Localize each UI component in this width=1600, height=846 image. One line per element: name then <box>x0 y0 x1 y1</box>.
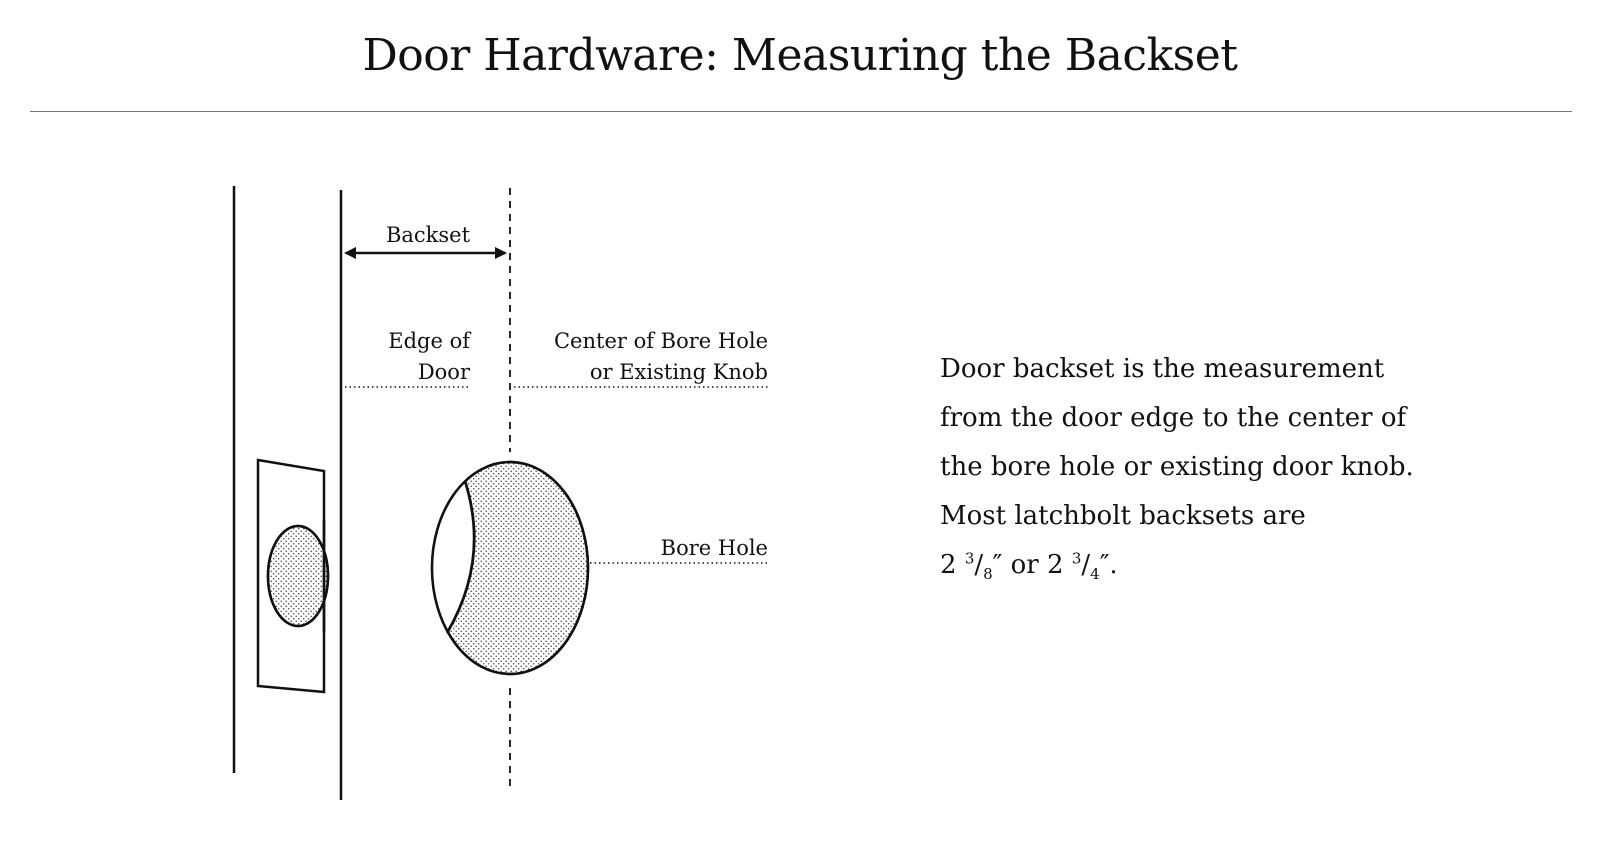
size-a-unit: ″ <box>992 550 1003 580</box>
description-end: . <box>1109 550 1118 580</box>
size-a-denominator: 8 <box>983 565 993 584</box>
backset-label: Backset <box>385 223 471 247</box>
size-a-numerator: 3 <box>964 549 975 568</box>
description-text: Door backset is the measurement from the door edge to the center of the bore hole or existing door knob. Most latchbolt backsets are <box>940 354 1414 531</box>
description-paragraph <box>940 345 1420 590</box>
backset-size-a: 2 $^3/_8''$ <box>940 549 1003 584</box>
edge-label-line2: Door <box>417 360 470 384</box>
center-label-line2: or Existing Knob <box>589 360 768 384</box>
edge-label-line1: Edge of <box>388 329 470 353</box>
size-b-numerator: 3 <box>1071 549 1082 568</box>
center-label-line1: Center of Bore Hole <box>553 329 768 353</box>
size-b-whole: 2 <box>1047 550 1064 580</box>
size-b-unit: ″ <box>1099 550 1110 580</box>
description-connector: or <box>1010 550 1039 580</box>
page-title: Door Hardware: Measuring the Backset <box>362 30 1238 81</box>
size-b-denominator: 4 <box>1090 565 1100 584</box>
backset-size-b: 2 $^3/_4''$ <box>1047 549 1110 584</box>
bore-hole-label: Bore Hole <box>660 536 768 560</box>
size-a-whole: 2 <box>940 550 957 580</box>
